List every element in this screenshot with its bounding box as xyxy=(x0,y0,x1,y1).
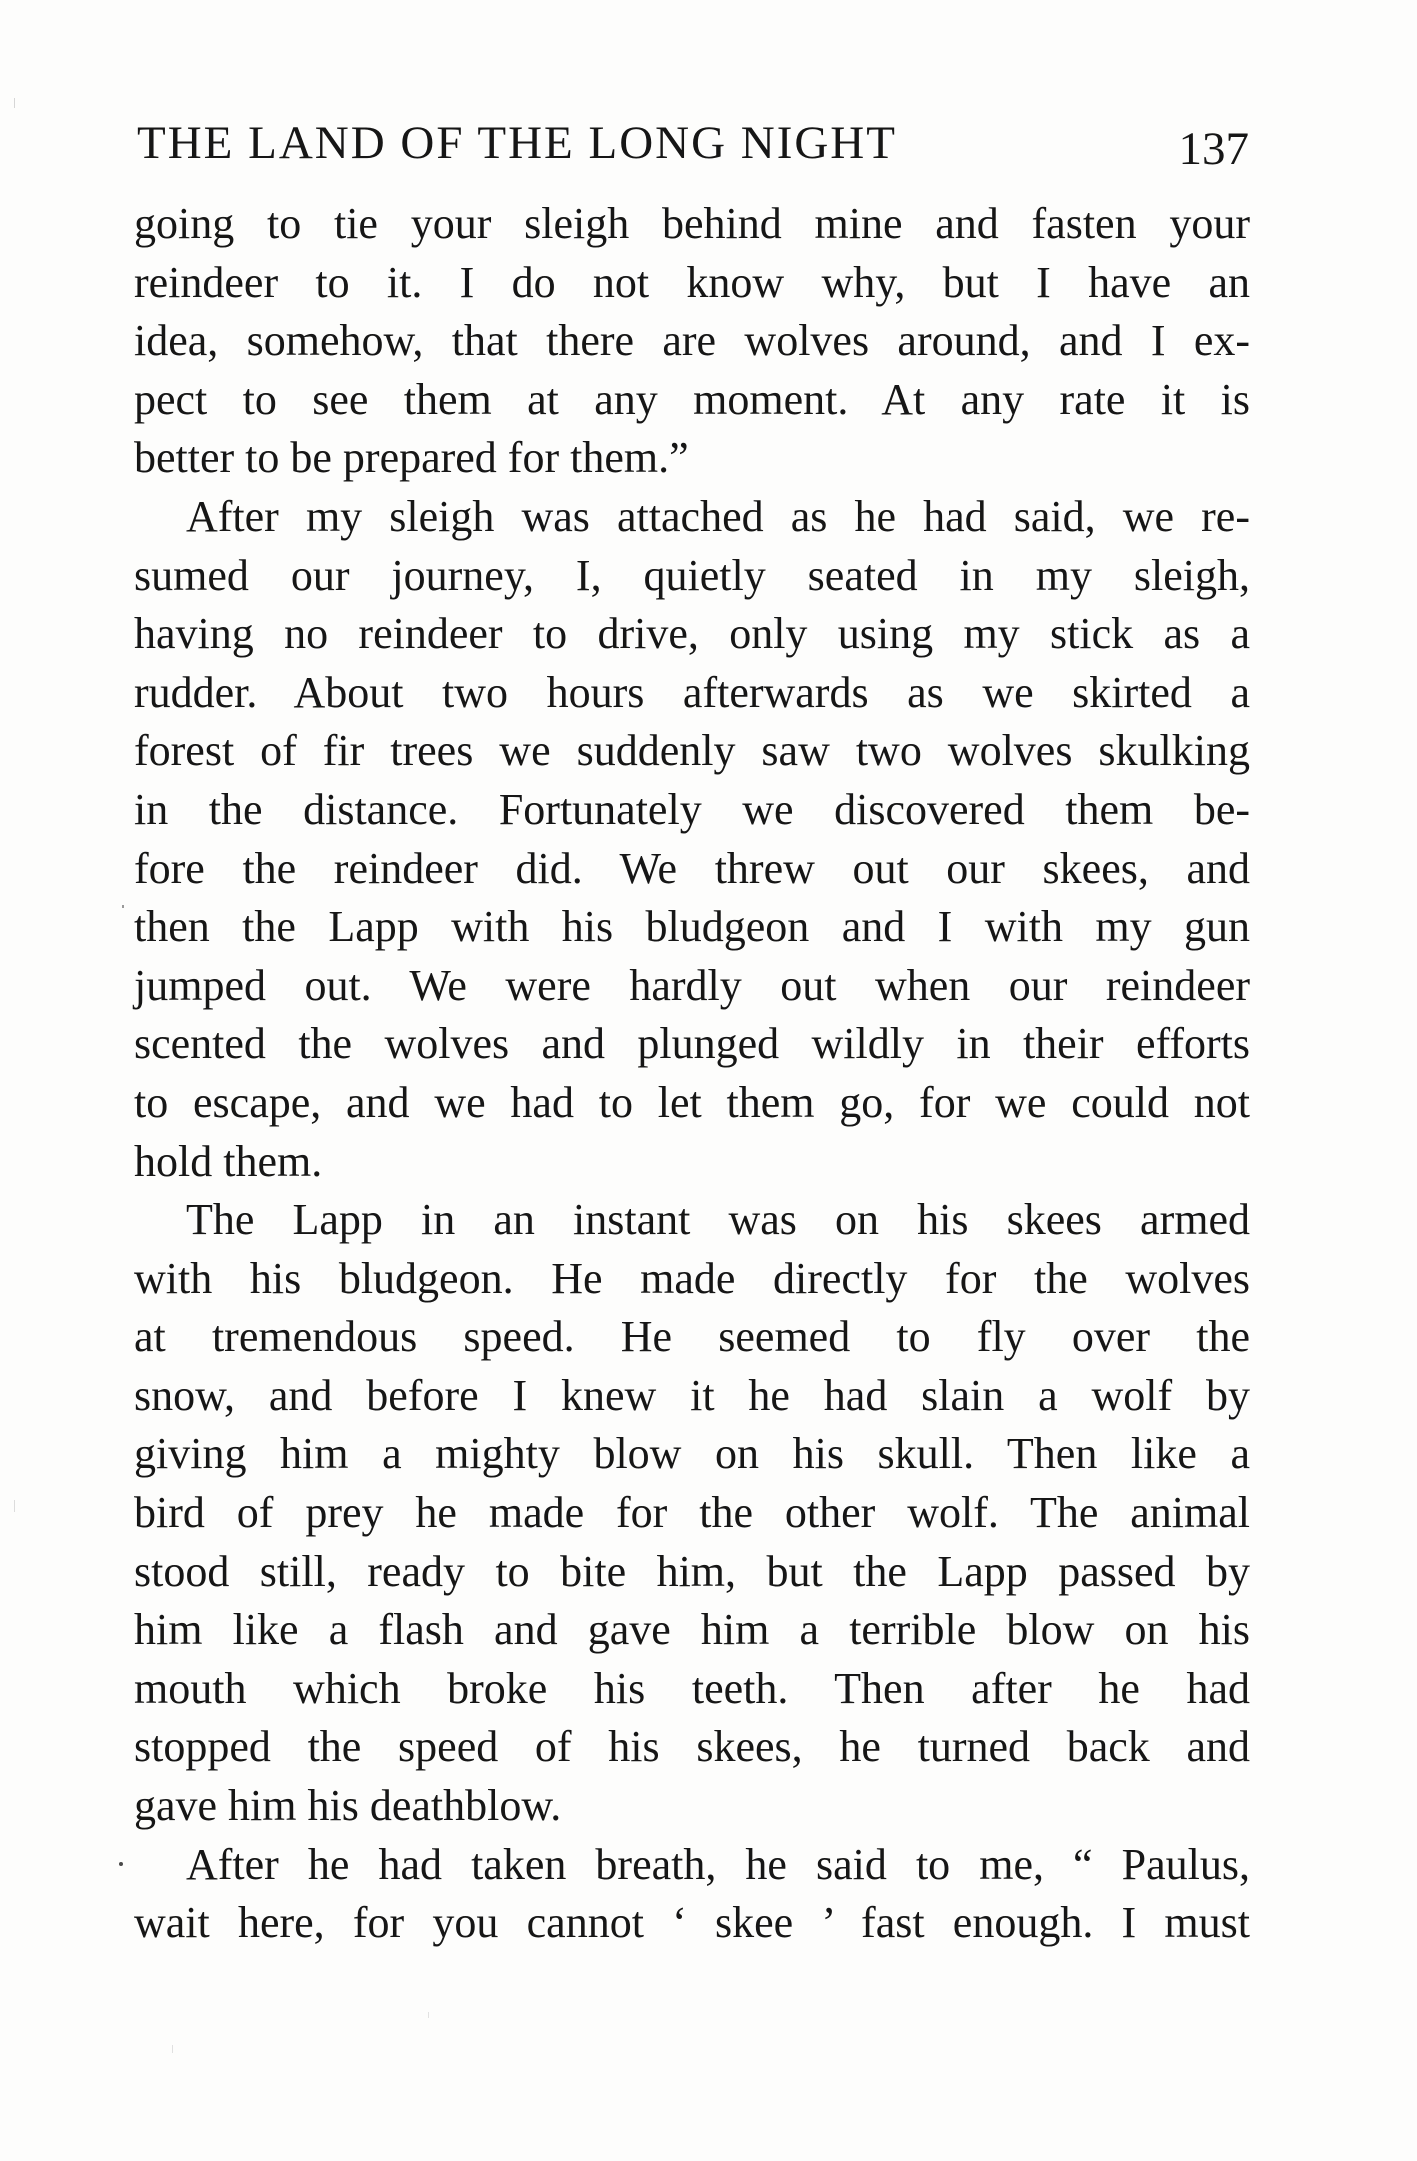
text-line: jumped out. We were hardly out when our reindeer xyxy=(134,960,1250,1010)
paragraph xyxy=(134,1191,1250,1836)
text-line: sumed our journey, I, quietly seated in my sleigh, xyxy=(134,550,1250,600)
text-line: at tremendous speed. He seemed to fly over the xyxy=(134,1312,1250,1362)
running-head xyxy=(137,108,1249,178)
text-line: gave him his deathblow. xyxy=(134,1781,562,1831)
text-line: going to tie your sleigh behind mine and fasten your xyxy=(134,199,1250,248)
paragraph xyxy=(134,195,1250,488)
text-line: giving him a mighty blow on his skull. Then like a xyxy=(134,1429,1250,1479)
body-text xyxy=(134,195,1250,1953)
text-line: to escape, and we had to let them go, for we could not xyxy=(134,1077,1250,1127)
text-line: in the distance. Fortunately we discovered them be- xyxy=(134,784,1250,834)
text-line: then the Lapp with his bludgeon and I with my gun xyxy=(134,902,1250,952)
scan-speck xyxy=(172,2045,173,2053)
text-line: forest of fir trees we suddenly saw two wolves skulking xyxy=(134,726,1250,776)
text-line: After he had taken breath, he said to me, “ Paulus, xyxy=(186,1839,1250,1889)
text-line: having no reindeer to drive, only using my stick as a xyxy=(134,609,1250,659)
text-line: stopped the speed of his skees, he turned back and xyxy=(134,1722,1250,1772)
text-line: better to be prepared for them.” xyxy=(134,433,689,483)
scan-speck xyxy=(14,98,15,108)
page-number: 137 xyxy=(1178,123,1249,175)
running-head-title: THE LAND OF THE LONG NIGHT xyxy=(137,117,897,169)
text-line: The Lapp in an instant was on his skees armed xyxy=(186,1195,1250,1245)
text-line: fore the reindeer did. We threw out our skees, and xyxy=(134,843,1250,893)
text-line: After my sleigh was attached as he had said, we re- xyxy=(186,491,1250,541)
text-line: mouth which broke his teeth. Then after he had xyxy=(134,1663,1250,1713)
scan-speck xyxy=(14,1500,15,1512)
scan-speck xyxy=(119,1862,123,1866)
text-line: rudder. About two hours afterwards as we skirted a xyxy=(134,667,1250,717)
scan-speck xyxy=(428,2012,429,2018)
text-line: stood still, ready to bite him, but the Lapp passed by xyxy=(134,1546,1250,1596)
text-line: him like a flash and gave him a terrible blow on his xyxy=(134,1605,1250,1655)
text-line: reindeer to it. I do not know why, but I have an xyxy=(134,257,1250,307)
paragraph xyxy=(134,488,1250,1191)
text-line: bird of prey he made for the other wolf. The animal xyxy=(134,1488,1250,1538)
text-line: snow, and before I knew it he had slain a wolf by xyxy=(134,1370,1250,1420)
text-line: idea, somehow, that there are wolves around, and I ex- xyxy=(134,316,1250,366)
text-line: with his bludgeon. He made directly for the wolves xyxy=(134,1253,1250,1303)
text-line: hold them. xyxy=(134,1136,323,1186)
text-line: pect to see them at any moment. At any rate it is xyxy=(134,374,1250,424)
scan-speck xyxy=(122,905,124,908)
text-line: scented the wolves and plunged wildly in their efforts xyxy=(134,1019,1250,1069)
text-line: wait here, for you cannot ‘ skee ’ fast enough. I must xyxy=(134,1898,1250,1948)
paragraph xyxy=(134,1836,1250,1953)
